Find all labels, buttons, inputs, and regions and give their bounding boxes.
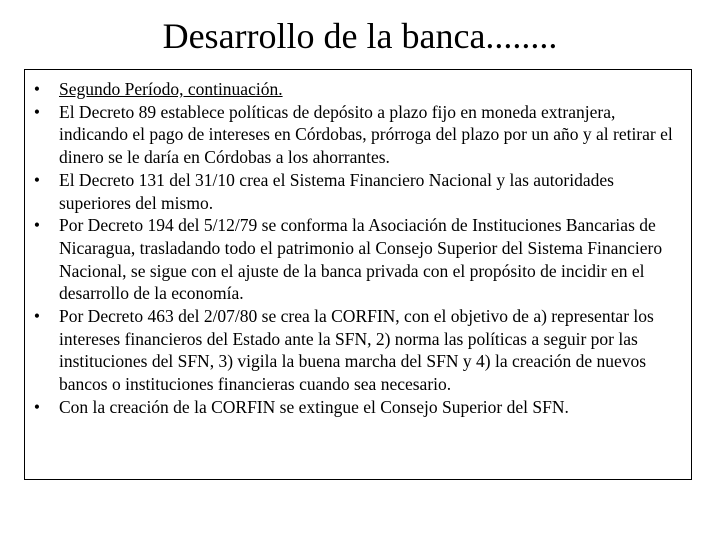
bullet-text: Por Decreto 194 del 5/12/79 se conforma la Asociación de Instituciones Bancarias de Nicaragua, trasladando todo el patrimonio al Consejo Superior del Sistema Financiero Nacional, se sigue con el ajuste de la banca privada con el propósito de incidir en el desarrollo de la economía. (59, 215, 663, 304)
bullet-text: El Decreto 89 establece políticas de depósito a plazo fijo en moneda extranjera, indicando el pago de intereses en Córdobas, prórroga del plazo por un año y al retirar el dinero se le daría en Córdobas a los ahorrantes. (59, 101, 673, 168)
bullet-icon: • (33, 215, 41, 236)
bullet-item (25, 305, 691, 396)
bullet-item (25, 101, 691, 169)
bullet-item (25, 214, 691, 305)
slide-title: Desarrollo de la banca........ (162, 16, 558, 56)
bullet-text: Con la creación de la CORFIN se extingue el Consejo Superior del SFN. (59, 396, 569, 417)
bullet-icon: • (33, 79, 41, 99)
bullet-item (25, 396, 691, 419)
bullet-icon: • (33, 101, 41, 122)
bullet-text: Segundo Período, continuación. (59, 79, 283, 99)
bullet-text: El Decreto 131 del 31/10 crea el Sistema Financiero Nacional y las autoridades superiores del mismo. (59, 169, 614, 213)
bullet-item (25, 169, 691, 214)
bullet-text: Por Decreto 463 del 2/07/80 se crea la CORFIN, con el objetivo de a) representar los intereses financieros del Estado ante la SFN, 2) norma las políticas a seguir por las instituciones del SFN, 3) vigila la buena marcha del SFN y 4) la creación de nuevos bancos o instituciones financieras cuando sea necesario. (59, 306, 654, 395)
bullet-list (25, 78, 691, 419)
bullet-icon: • (33, 169, 41, 190)
bullet-item (25, 78, 691, 101)
bullet-icon: • (33, 306, 41, 327)
bullet-icon: • (33, 396, 41, 417)
content-box (24, 69, 692, 480)
